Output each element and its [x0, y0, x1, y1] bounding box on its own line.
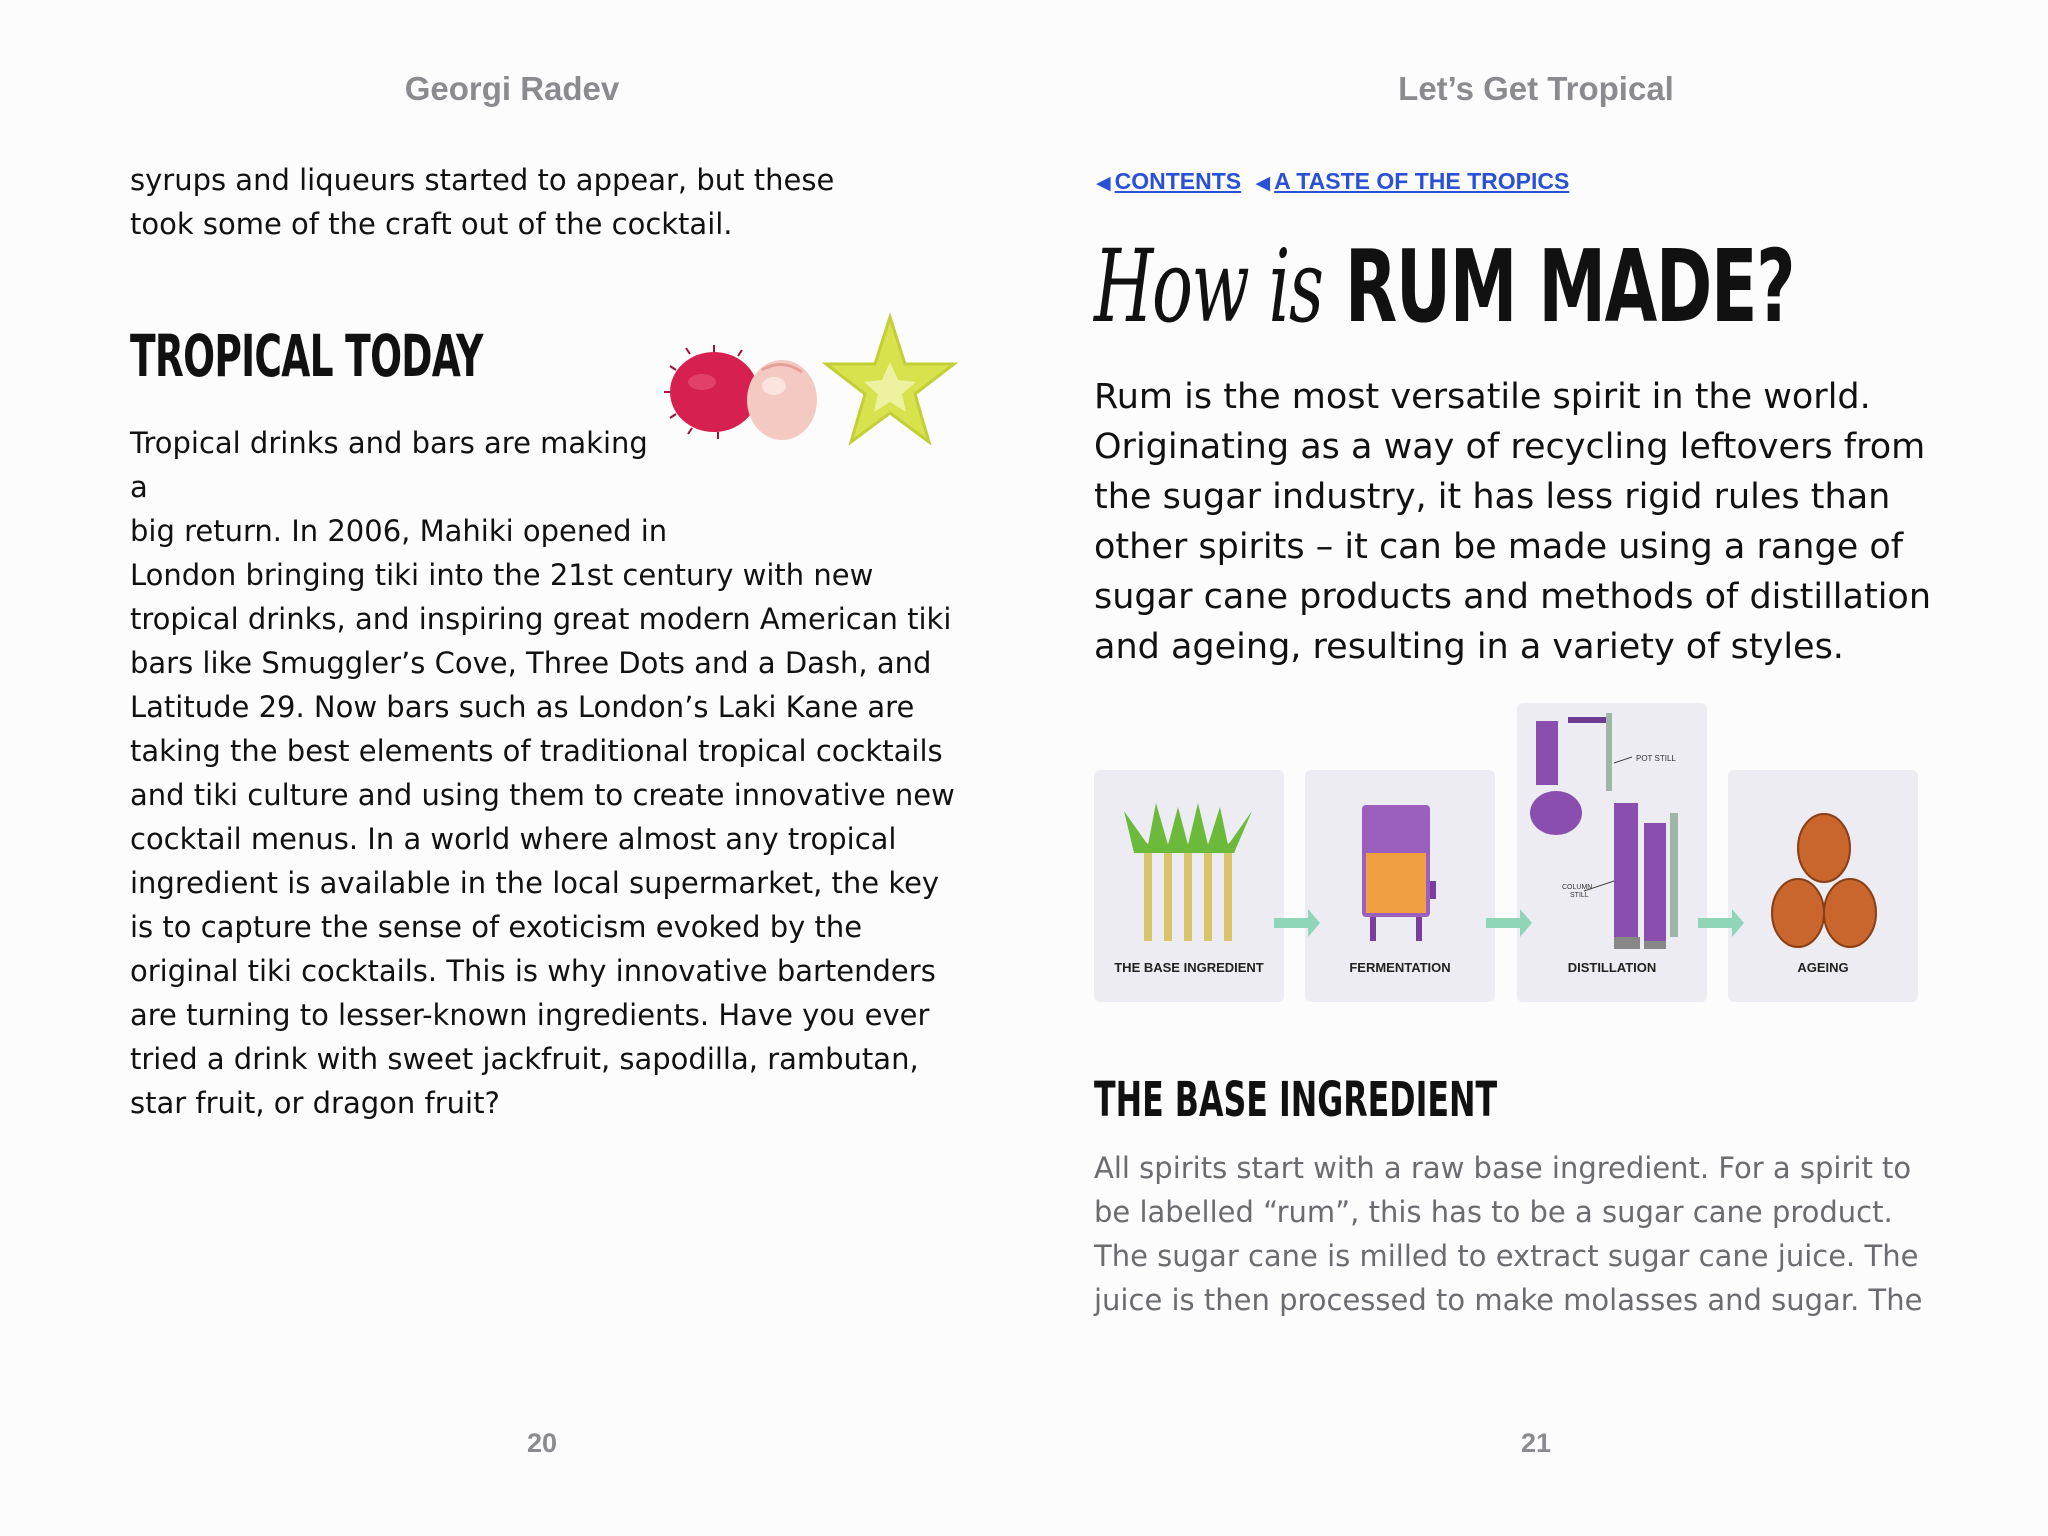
title-script-part: How is [1094, 228, 1323, 345]
running-head-title: Let’s Get Tropical [1398, 70, 1674, 107]
rum-process-diagram [1094, 703, 1920, 1003]
page-title [1094, 228, 1795, 345]
continuation-text: syrups and liqueurs started to appear, but these took some of the craft out of the cocktail. [130, 163, 835, 241]
pot-still-label: POT STILL [1636, 754, 1676, 763]
sub-heading-base-ingredient: THE BASE INGREDIENT [1094, 1072, 1498, 1128]
column-still-label-2: STILL [1570, 892, 1589, 899]
paragraph-remainder: London bringing tiki into the 21st century with new tropical drinks, and inspiring great modern American tiki bars like Smuggler’s Cove, Three Dots and a Dash, and Latitude 29. Now bars such as London’s Laki Kane are taking the best elements of traditional tropical cocktails and tiki culture and using them to create innovative new cocktail menus. In a world where almost any tropical ingredient is available in the local supermarket, the key is to capture the sense of exoticism evoked by the original tiki cocktails. This is why innovative bartenders are turning to lesser-known ingredients. Have you ever tried a drink with sweet jackfruit, sapodilla, rambutan, star fruit, or dragon fruit? [130, 558, 955, 1120]
breadcrumb-taste-of-tropics-link[interactable]: A TASTE OF THE TROPICS [1274, 168, 1570, 194]
column-still-label-1: COLUMN [1562, 884, 1593, 891]
intro-paragraph: Rum is the most versatile spirit in the world. Originating as a way of recycling leftovers from the sugar industry, it has less rigid rules than other spirits – it can be made using a range of sugar cane products and methods of distillation and ageing, resulting in a variety of styles. [1094, 377, 1932, 667]
title-bold-part: RUM MADE? [1344, 228, 1795, 345]
breadcrumb [1096, 168, 1569, 195]
step-label-ageing: AGEING [1797, 960, 1849, 975]
step-label-distillation: DISTILLATION [1567, 960, 1657, 975]
wrap-line-1: Tropical drinks and bars are making a [130, 426, 648, 504]
section-heading-tropical-today: TROPICAL TODAY [130, 322, 483, 390]
breadcrumb-contents-link[interactable]: CONTENTS [1114, 168, 1242, 194]
back-triangle-icon: ◀ [1096, 173, 1111, 194]
tropical-today-paragraph [130, 421, 970, 1125]
step-label-fermentation: FERMENTATION [1349, 960, 1451, 975]
back-triangle-icon: ◀ [1255, 173, 1271, 194]
step-label-base: THE BASE INGREDIENT [1114, 960, 1264, 975]
page-number-right: 21 [1520, 1428, 1552, 1458]
page-number-left: 20 [526, 1428, 558, 1458]
running-head-author: Georgi Radev [404, 70, 620, 107]
wrap-line-2: big return. In 2006, Mahiki opened in [130, 514, 668, 548]
base-ingredient-paragraph: All spirits start with a raw base ingredient. For a spirit to be labelled “rum”, this has to be a sugar cane product. The sugar cane is milled to extract sugar cane juice. The juice is then processed to make molasses and sugar. The [1094, 1151, 1923, 1317]
